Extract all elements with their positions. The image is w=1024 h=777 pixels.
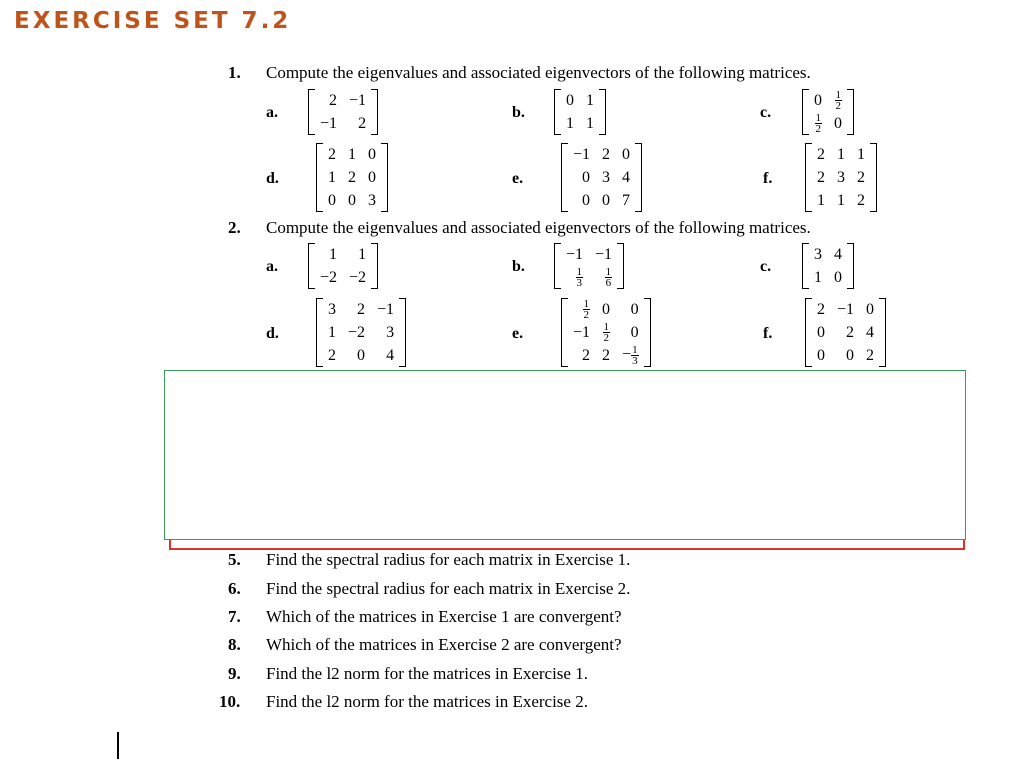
matrix-cell: 0 xyxy=(602,191,611,209)
matrix-ex1-a xyxy=(308,89,378,135)
matrix-cell: 3 xyxy=(386,323,395,341)
bracket-right xyxy=(399,298,406,367)
matrix-cell: 2 xyxy=(358,114,367,132)
bracket-right xyxy=(617,243,624,289)
bracket-right xyxy=(371,89,378,135)
matrix-cell: −1 xyxy=(349,91,367,109)
matrix-cell: − $\frac{1}{3}$ xyxy=(622,344,638,367)
matrix-cell: 1 xyxy=(857,145,865,163)
matrix-ex2-f xyxy=(805,298,886,367)
matrix-cell: 1 xyxy=(566,114,574,132)
matrix-cell: 4 xyxy=(386,346,395,364)
matrix-cell: 0 xyxy=(328,191,336,209)
matrix-cell: −1 xyxy=(566,245,584,263)
matrix-cell: $\frac{1}{3}$ xyxy=(576,266,583,289)
matrix-cell: 1 xyxy=(837,191,845,209)
matrix-cell: 2 xyxy=(357,300,366,318)
ex1-e-label: e. xyxy=(512,170,524,187)
bracket-left xyxy=(308,89,315,135)
matrix-ex1-d xyxy=(316,143,388,212)
matrix-cell: 0 xyxy=(630,300,639,318)
matrix-cell: 1 xyxy=(586,114,594,132)
highlight-bracket xyxy=(169,540,965,550)
matrix-cell: 0 xyxy=(368,145,376,163)
matrix-cell: 0 xyxy=(814,91,822,109)
bracket-left xyxy=(805,143,812,212)
matrix-cell: 2 xyxy=(348,168,356,186)
matrix-cell: 4 xyxy=(622,168,631,186)
matrix-cell: 0 xyxy=(630,323,639,341)
problem-7-text: Which of the matrices in Exercise 1 are convergent? xyxy=(266,607,622,626)
matrix-cell: 0 xyxy=(834,114,842,132)
matrix-cell: 0 xyxy=(357,346,366,364)
bracket-left xyxy=(554,243,561,289)
matrix-cell: 0 xyxy=(817,323,825,341)
problem-1-number: 1. xyxy=(228,63,241,82)
bracket-right xyxy=(879,298,886,367)
problem-9-text: Find the l2 norm for the matrices in Exercise 1. xyxy=(266,664,588,683)
matrix-cell: 2 xyxy=(817,168,825,186)
problem-8-number: 8. xyxy=(228,635,241,654)
matrix-cell: −1 xyxy=(595,245,613,263)
matrix-ex1-f xyxy=(805,143,877,212)
matrix-ex1-e xyxy=(561,143,642,212)
matrix-ex2-d xyxy=(316,298,406,367)
matrix-cell: $\frac{1}{2}$ xyxy=(583,298,590,321)
ex1-d-label: d. xyxy=(266,170,279,187)
matrix-cell: 2 xyxy=(857,191,865,209)
text-cursor xyxy=(117,732,119,759)
matrix-cell: 2 xyxy=(602,145,611,163)
ex2-d-label: d. xyxy=(266,325,279,342)
bracket-left xyxy=(554,89,561,135)
matrix-cell: $\frac{1}{2}$ xyxy=(815,112,821,135)
matrix-cell: 2 xyxy=(329,91,338,109)
matrix-cell: 7 xyxy=(622,191,631,209)
matrix-cell: −2 xyxy=(320,268,338,286)
problem-9-number: 9. xyxy=(228,664,241,683)
matrix-cell: 1 xyxy=(837,145,845,163)
matrix-cell: 2 xyxy=(582,346,591,364)
bracket-left xyxy=(802,243,809,289)
bracket-left xyxy=(316,143,323,212)
matrix-ex1-b xyxy=(554,89,606,135)
matrix-ex2-b xyxy=(554,243,624,289)
exercise-set-title: EXERCISE SET 7.2 xyxy=(14,8,292,34)
matrix-cell: 0 xyxy=(582,191,591,209)
matrix-cell: −2 xyxy=(348,323,366,341)
matrix-cell: 2 xyxy=(328,346,336,364)
matrix-cell: 2 xyxy=(857,168,865,186)
matrix-cell: 3 xyxy=(602,168,611,186)
ex1-b-label: b. xyxy=(512,104,525,121)
matrix-cell: 0 xyxy=(582,168,591,186)
matrix-cell: 0 xyxy=(834,268,842,286)
matrix-cell: 2 xyxy=(817,145,825,163)
bracket-left xyxy=(308,243,315,289)
problem-2-number: 2. xyxy=(228,218,241,237)
matrix-cell: 2 xyxy=(328,145,336,163)
matrix-cell: −1 xyxy=(573,323,591,341)
matrix-cell: 1 xyxy=(328,168,336,186)
bracket-left xyxy=(316,298,323,367)
problem-7-number: 7. xyxy=(228,607,241,626)
matrix-cell: −1 xyxy=(377,300,395,318)
matrix-cell: −1 xyxy=(837,300,855,318)
matrix-cell: $\frac{1}{6}$ xyxy=(605,266,612,289)
matrix-cell: 0 xyxy=(348,191,356,209)
matrix-cell: 4 xyxy=(866,323,875,341)
bracket-right xyxy=(644,298,651,367)
matrix-cell: 2 xyxy=(866,346,875,364)
hidden-content-box xyxy=(164,370,966,540)
bracket-left xyxy=(561,298,568,367)
ex2-b-label: b. xyxy=(512,258,525,275)
matrix-cell: 0 xyxy=(566,91,574,109)
matrix-cell: $\frac{1}{2}$ xyxy=(835,89,841,112)
ex1-f-label: f. xyxy=(763,170,773,187)
problem-1-text: Compute the eigenvalues and associated eigenvectors of the following matrices. xyxy=(266,63,811,82)
matrix-cell: 0 xyxy=(846,346,855,364)
matrix-cell: 0 xyxy=(622,145,631,163)
bracket-right xyxy=(870,143,877,212)
matrix-cell: 3 xyxy=(368,191,376,209)
matrix-ex2-e xyxy=(561,298,651,367)
matrix-ex2-c xyxy=(802,243,854,289)
matrix-cell: 1 xyxy=(358,245,367,263)
problem-8-text: Which of the matrices in Exercise 2 are convergent? xyxy=(266,635,622,654)
bracket-left xyxy=(561,143,568,212)
matrix-cell: 0 xyxy=(817,346,825,364)
matrix-cell: 0 xyxy=(866,300,875,318)
ex2-e-label: e. xyxy=(512,325,524,342)
ex2-c-label: c. xyxy=(760,258,772,275)
problem-5-number: 5. xyxy=(228,550,241,569)
matrix-cell: 2 xyxy=(817,300,825,318)
matrix-cell: 3 xyxy=(328,300,336,318)
matrix-cell: 1 xyxy=(586,91,594,109)
matrix-cell: 1 xyxy=(817,191,825,209)
bracket-right xyxy=(847,89,854,135)
problem-10-number: 10. xyxy=(219,692,241,711)
problem-6-text: Find the spectral radius for each matrix in Exercise 2. xyxy=(266,579,631,598)
matrix-cell: 2 xyxy=(602,346,611,364)
bracket-left xyxy=(802,89,809,135)
problem-10-text: Find the l2 norm for the matrices in Exercise 2. xyxy=(266,692,588,711)
matrix-cell: 0 xyxy=(602,300,611,318)
matrix-cell: 1 xyxy=(329,245,338,263)
matrix-cell: 4 xyxy=(834,245,842,263)
bracket-right xyxy=(371,243,378,289)
matrix-cell: 0 xyxy=(368,168,376,186)
ex1-c-label: c. xyxy=(760,104,772,121)
bracket-right xyxy=(847,243,854,289)
ex2-a-label: a. xyxy=(266,258,278,275)
matrix-cell: −2 xyxy=(349,268,367,286)
matrix-cell: 1 xyxy=(328,323,336,341)
matrix-cell: 3 xyxy=(814,245,822,263)
matrix-cell: 1 xyxy=(348,145,356,163)
matrix-cell: −1 xyxy=(573,145,591,163)
matrix-ex1-c xyxy=(802,89,854,135)
matrix-cell: 3 xyxy=(837,168,845,186)
bracket-right xyxy=(381,143,388,212)
bracket-left xyxy=(805,298,812,367)
bracket-right xyxy=(599,89,606,135)
problem-2-text: Compute the eigenvalues and associated eigenvectors of the following matrices. xyxy=(266,218,811,237)
matrix-ex2-a xyxy=(308,243,378,289)
problem-5-text: Find the spectral radius for each matrix in Exercise 1. xyxy=(266,550,631,569)
ex2-f-label: f. xyxy=(763,325,773,342)
bracket-right xyxy=(635,143,642,212)
matrix-cell: 2 xyxy=(846,323,855,341)
matrix-cell: −1 xyxy=(320,114,338,132)
ex1-a-label: a. xyxy=(266,104,278,121)
problem-6-number: 6. xyxy=(228,579,241,598)
matrix-cell: 1 xyxy=(814,268,822,286)
matrix-cell: $\frac{1}{2}$ xyxy=(603,321,610,344)
